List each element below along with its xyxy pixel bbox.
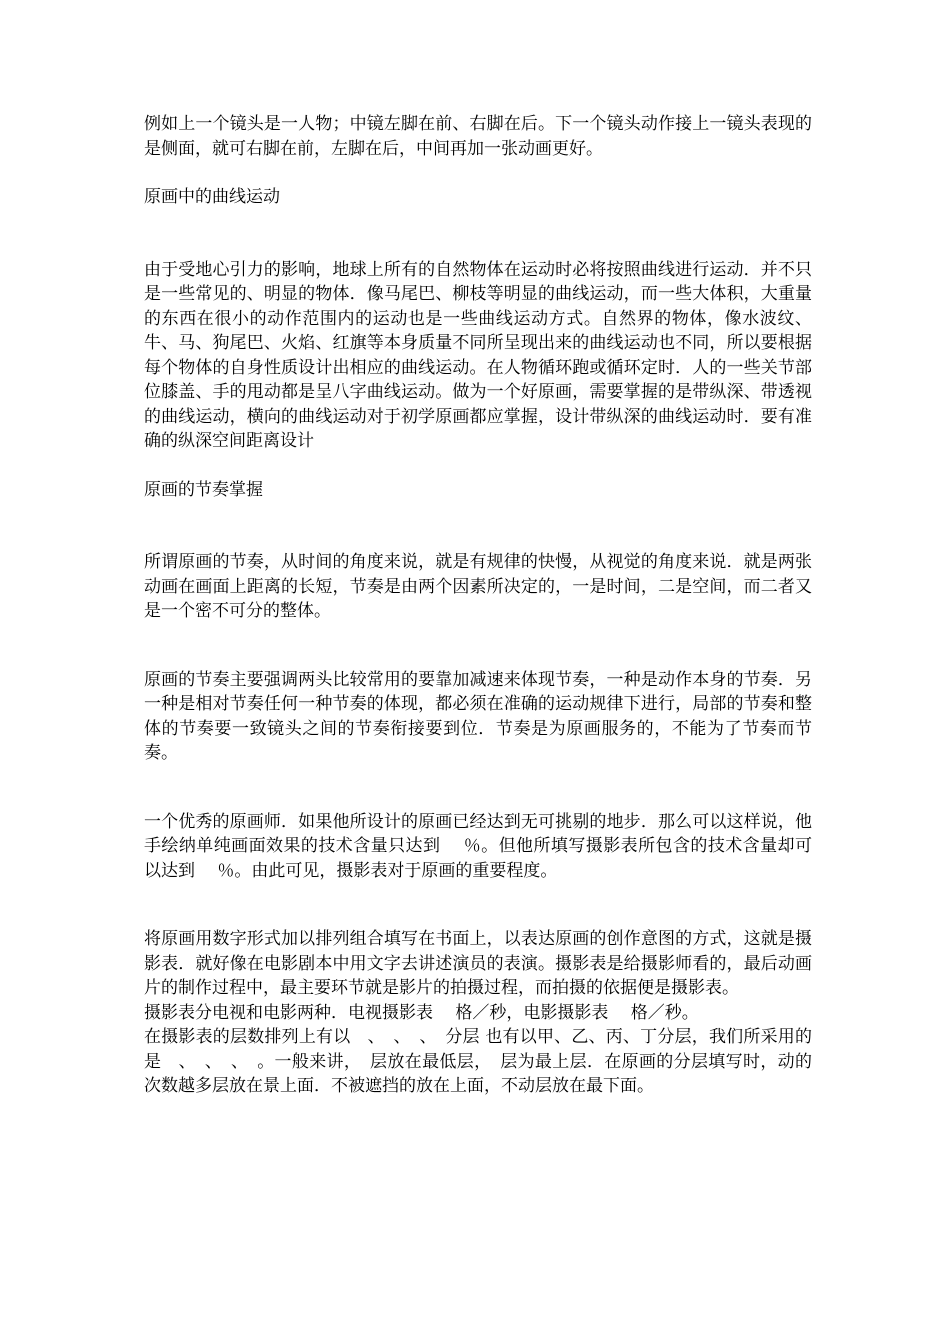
paragraph-exposure-sheet-definition: 将原画用数字形式加以排列组合填写在书面上，以表达原画的创作意图的方式，这就是摄影表．就好像在电影剧本中用文字去讲述演员的表演。摄影表是给摄影师看的，最后动画片的制作过程中，最主要环节就是影片的拍摄过程，而拍摄的依据便是摄影表。 — [144, 929, 812, 998]
paragraph-rhythm-definition: 所谓原画的节奏，从时间的角度来说，就是有规律的快慢，从视觉的角度来说．就是两张动画在画面上距离的长短，节奏是由两个因素所决定的，一是时间，二是空间，而二者又是一个密不可分的整体。 — [144, 552, 812, 621]
paragraph-frame-rates: 摄影表分电视和电影两种．电视摄影表 格／秒，电影摄影表 格／秒。 — [144, 1002, 699, 1023]
paragraph-exposure-sheet-importance: 一个优秀的原画师．如果他所设计的原画已经达到无可挑剔的地步．那么可以这样说，他手绘纳单纯画面效果的技术含量只达到 ％。但他所填写摄影表所包含的技术含量却可以达到 ％。由此可见，摄影表对于原画的重要程度。 — [144, 811, 812, 881]
paragraph-curve-motion: 由于受地心引力的影响，地球上所有的自然物体在运动时必将按照曲线进行运动．并不只是一些常见的、明显的物体．像马尾巴、柳枝等明显的曲线运动，而一些大体积，大重量的东西在很小的动作范围内的运动也是一些曲线运动方式。自然界的物体，像水波纹、牛、马、狗尾巴、火焰、红旗等本身质量不同所呈现出来的曲线运动也不同，所以要根据每个物体的自身性质设计出相应的曲线运动。在人物循环跑或循环定时．人的一些关节部位膝盖、手的甩动都是呈八字曲线运动。做为一个好原画，需要掌握的是带纵深、带透视的曲线运动，横向的曲线运动对于初学原画都应掌握，设计带纵深的曲线运动时．要有准确的纵深空间距离设计 — [144, 259, 812, 451]
paragraph-shot-continuity: 例如上一个镜头是一人物；中镜左脚在前、右脚在后。下一个镜头动作接上一镜头表现的是侧面，就可右脚在前，左脚在后，中间再加一张动画更好。 — [144, 114, 812, 159]
heading-rhythm: 原画的节奏掌握 — [144, 479, 263, 500]
heading-curve-motion: 原画中的曲线运动 — [144, 187, 280, 207]
paragraph-rhythm-emphasis: 原画的节奏主要强调两头比较常用的要靠加减速来体现节奏，一种是动作本身的节奏．另一种是相对节奏任何一种节奏的体现，都必须在准确的运动规律下进行，局部的节奏和整体的节奏要一致镜头之间的节奏衔接要到位．节奏是为原画服务的，不能为了节奏而节奏。 — [144, 669, 812, 763]
paragraph-layering: 在摄影表的层数排列上有以 、 、 、 分层 也有以甲、乙、丙、丁分层，我们所采用的是 、 、 、 。一般来讲， 层放在最低层， 层为最上层．在原画的分层填写时，动的次数越多层放在景上面．不被遮挡的放在上面，不动层放在最下面。 — [144, 1027, 812, 1096]
document-page — [144, 112, 812, 1099]
